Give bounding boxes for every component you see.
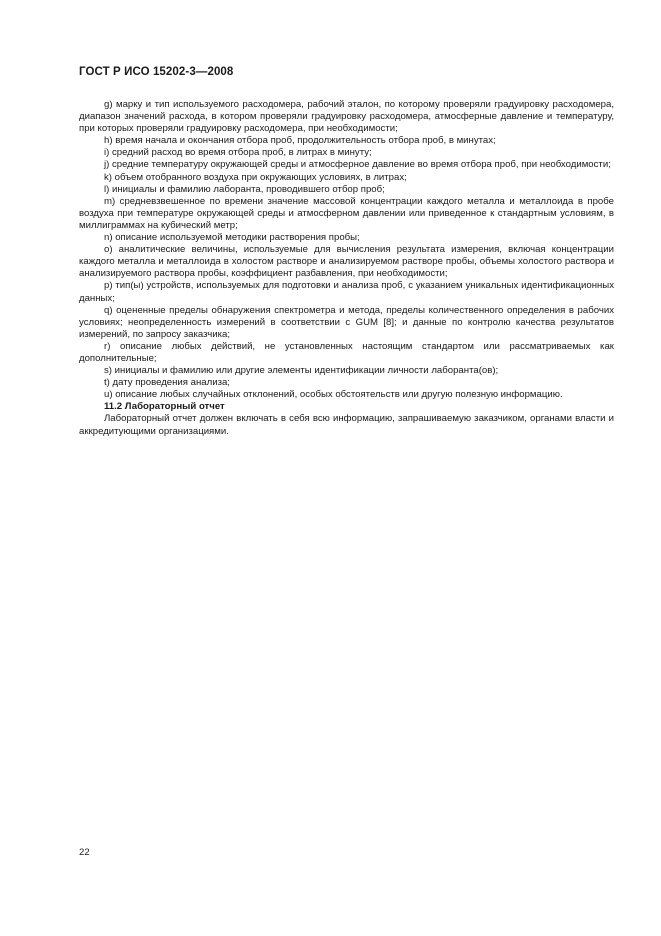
- list-item-s: s) инициалы и фамилию или другие элементы идентификации личности лаборанта(ов);: [104, 365, 499, 377]
- list-item-h: h) время начала и окончания отбора проб, продолжительность отбора проб, в минутах;: [104, 135, 496, 147]
- list-item-t: t) дату проведения анализа;: [104, 377, 230, 389]
- list-item-r: r) описание любых действий, не установленных настоящим стандартом или рассматриваемых как дополнительные;: [79, 340, 614, 364]
- list-item-l: l) инициалы и фамилию лаборанта, проводившего отбор проб;: [104, 183, 385, 195]
- page-number: 22: [79, 847, 90, 858]
- list-item-i: i) средний расход во время отбора проб, в литрах в минуту;: [104, 147, 372, 159]
- section-heading: 11.2 Лабораторный отчет: [104, 401, 225, 413]
- section-paragraph: Лабораторный отчет должен включать в себя всю информацию, запрашиваемую заказчиком, органами власти и аккредитующими организациями.: [79, 413, 614, 437]
- list-item-g: g) марку и тип используемого расходомера, рабочий эталон, по которому проверяли градуировку расходомера, диапазон значений расхода, в котором проверяли градуировку расходомера, атмосферные давление и температуру, при которых проверяли градуировку расходомера, при необходимости;: [79, 99, 614, 135]
- document-header: ГОСТ Р ИСО 15202-3—2008: [79, 66, 234, 78]
- list-item-m: m) средневзвешенное по времени значение массовой концентрации каждого металла и металлоида в пробе воздуха при температуре окружающей среды и атмосферном давлении или приведенное к стандартным условиям, в миллиграммах на кубический метр;: [79, 195, 614, 231]
- list-item-k: k) объем отобранного воздуха при окружающих условиях, в литрах;: [104, 171, 407, 183]
- list-item-o: o) аналитические величины, используемые для вычисления результата измерения, включая концентрации каждого металла и металлоида в холостом растворе и анализируемом растворе пробы, объемы холостого раствора и анализируемого раствора пробы, коэффициент разбавления, при необходимости;: [79, 244, 614, 280]
- list-item-q: q) оцененные пределы обнаружения спектрометра и метода, пределы количественного определения в рабочих условиях; неопределенность измерений в соответствии с GUM [8]; и данные по контролю качества результатов измерений, по запросу заказчика;: [79, 304, 614, 340]
- list-item-j: j) средние температуру окружающей среды и атмосферное давление во время отбора проб, при необходимости;: [104, 159, 611, 171]
- document-body: [79, 99, 614, 438]
- list-item-n: n) описание используемой методики растворения пробы;: [104, 232, 360, 244]
- list-item-u: u) описание любых случайных отклонений, особых обстоятельств или другую полезную информацию.: [104, 389, 563, 401]
- list-item-p: p) тип(ы) устройств, используемых для подготовки и анализа проб, с указанием уникальных идентификационных данных;: [79, 280, 614, 304]
